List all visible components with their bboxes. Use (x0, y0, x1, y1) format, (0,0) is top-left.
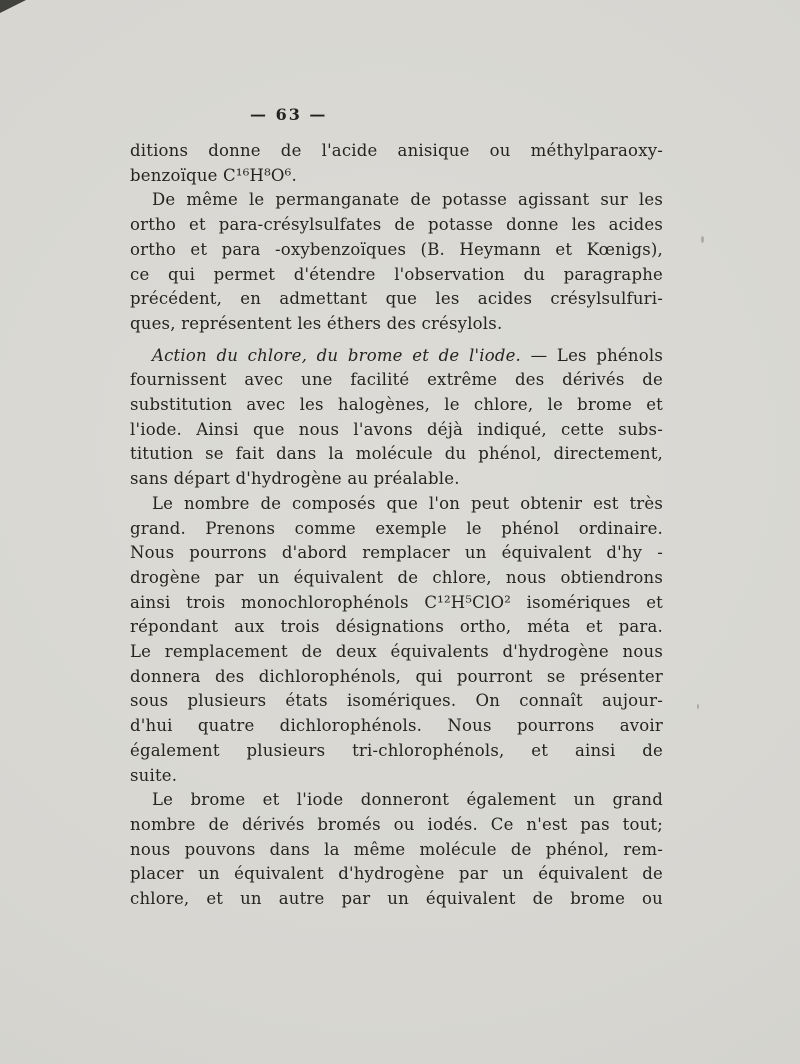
text-line: De même le permanganate de potasse agissant sur les (152, 190, 663, 210)
text-line: Le remplacement de deux équivalents d'hydrogène nous (130, 642, 663, 662)
text-line: drogène par un équivalent de chlore, nous obtiendrons (130, 567, 663, 587)
text-line: substitution avec les halogènes, le chlore, le brome et (130, 395, 663, 415)
text-line: ques, représentent les éthers des crésylols. (130, 313, 503, 333)
scan-speck (697, 704, 699, 709)
text-line: placer un équivalent d'hydrogène par un équivalent de (130, 864, 663, 884)
text-line: ditions donne de l'acide anisique ou méthylparaoxy- (130, 141, 663, 160)
text-line: nous pouvons dans la même molécule de phénol, rem- (130, 839, 663, 859)
text-line: Nous pourrons d'abord remplacer un équivalent d'hy - (130, 543, 663, 563)
text-line: ortho et para-crésylsulfates de potasse donne les acides (130, 215, 663, 235)
text-line: répondant aux trois désignations ortho, méta et para. (130, 617, 663, 637)
text-line: précédent, en admettant que les acides crésylsulfuri- (130, 289, 663, 309)
scan-speck (701, 236, 704, 243)
scan-corner-artifact (0, 0, 26, 13)
text-line: sous plusieurs états isomériques. On connaît aujour- (130, 691, 663, 711)
text-line: d'hui quatre dichlorophénols. Nous pourrons avoir (130, 716, 663, 736)
text-line: fournissent avec une facilité extrême des dérivés de (130, 370, 663, 390)
paragraph (130, 788, 663, 912)
text-block (130, 139, 663, 912)
text-line: également plusieurs tri-chlorophénols, et ainsi de (130, 740, 663, 760)
page-number: — 63 — (250, 105, 328, 124)
text-line: Le nombre de composés que l'on peut obtenir est très (152, 493, 663, 513)
text-line: nombre de dérivés bromés ou iodés. Ce n'est pas tout; (130, 814, 663, 834)
section-lead-rest: — Les phénols (521, 345, 663, 365)
paragraph (130, 492, 663, 788)
text-line: benzoïque C¹⁶H⁸O⁶. (130, 165, 297, 185)
text-line: donnera des dichlorophénols, qui pourront se présenter (130, 666, 663, 686)
text-line: titution se fait dans la molécule du phénol, directement, (130, 444, 663, 464)
text-line: ainsi trois monochlorophénols C¹²H⁵ClO² isomériques et (130, 592, 663, 612)
paragraph (130, 188, 663, 336)
text-line: ce qui permet d'étendre l'observation du paragraphe (130, 264, 663, 284)
text-line: sans départ d'hydrogène au préalable. (130, 469, 460, 489)
section-lead-italic: Action du chlore, du brome et de l'iode. (152, 345, 521, 365)
text-line: Le brome et l'iode donneront également un grand (152, 790, 663, 810)
text-line: suite. (130, 765, 178, 785)
paragraph (130, 344, 663, 492)
text-line: chlore, et un autre par un équivalent de brome ou (130, 889, 663, 909)
text-line: ortho et para -oxybenzoïques (B. Heymann et Kœnigs), (130, 239, 663, 259)
text-line: l'iode. Ainsi que nous l'avons déjà indiqué, cette subs- (130, 419, 663, 439)
text-line: grand. Prenons comme exemple le phénol ordinaire. (130, 518, 663, 538)
text-line (130, 344, 663, 369)
paragraph (130, 139, 663, 188)
